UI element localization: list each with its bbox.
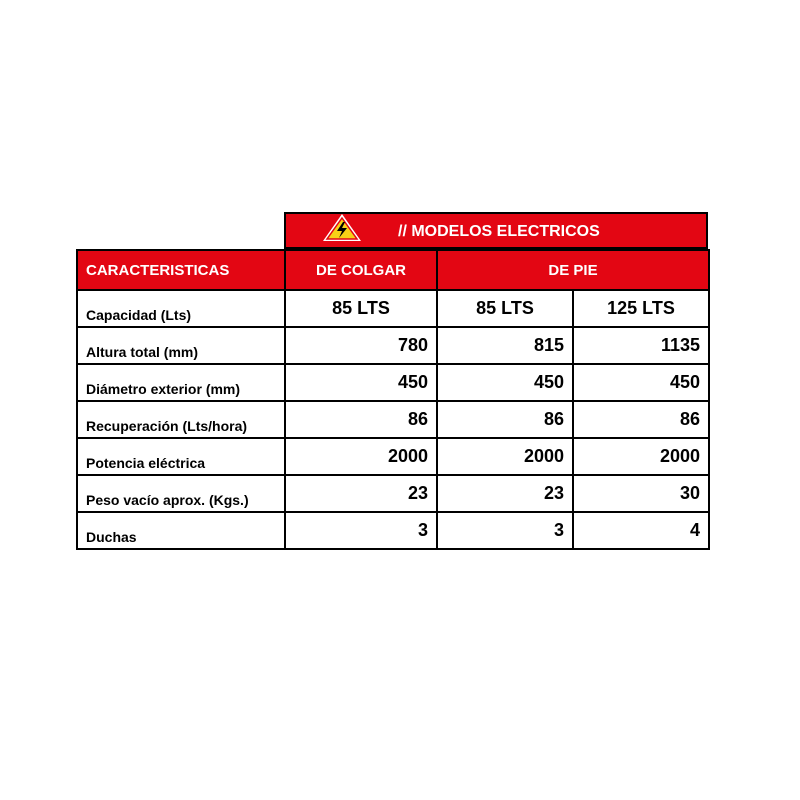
cell-value: 30 bbox=[573, 475, 709, 512]
row-label: Recuperación (Lts/hora) bbox=[77, 401, 285, 438]
models-banner bbox=[284, 212, 708, 249]
cell-value: 815 bbox=[437, 327, 573, 364]
table-row bbox=[77, 364, 709, 401]
row-label: Duchas bbox=[77, 512, 285, 549]
cell-value: 3 bbox=[437, 512, 573, 549]
cell-value: 86 bbox=[437, 401, 573, 438]
cell-value: 4 bbox=[573, 512, 709, 549]
cell-value: 2000 bbox=[285, 438, 437, 475]
cell-value: 85 LTS bbox=[285, 290, 437, 327]
cell-value: 450 bbox=[437, 364, 573, 401]
row-label: Capacidad (Lts) bbox=[77, 290, 285, 327]
table-row bbox=[77, 512, 709, 549]
cell-value: 2000 bbox=[437, 438, 573, 475]
cell-value: 780 bbox=[285, 327, 437, 364]
table-row bbox=[77, 438, 709, 475]
cell-value: 1135 bbox=[573, 327, 709, 364]
table-row bbox=[77, 290, 709, 327]
table-row bbox=[77, 327, 709, 364]
cell-value: 450 bbox=[573, 364, 709, 401]
header-standing: DE PIE bbox=[437, 250, 709, 290]
cell-value: 450 bbox=[285, 364, 437, 401]
cell-value: 85 LTS bbox=[437, 290, 573, 327]
table-row bbox=[77, 401, 709, 438]
cell-value: 3 bbox=[285, 512, 437, 549]
high-voltage-warning-icon bbox=[320, 212, 364, 243]
banner-title: // MODELOS ELECTRICOS bbox=[398, 223, 600, 240]
cell-value: 23 bbox=[285, 475, 437, 512]
cell-value: 2000 bbox=[573, 438, 709, 475]
row-label: Peso vacío aprox. (Kgs.) bbox=[77, 475, 285, 512]
header-characteristics: CARACTERISTICAS bbox=[77, 250, 285, 290]
row-label: Potencia eléctrica bbox=[77, 438, 285, 475]
cell-value: 86 bbox=[285, 401, 437, 438]
cell-value: 23 bbox=[437, 475, 573, 512]
header-wall-mounted: DE COLGAR bbox=[285, 250, 437, 290]
table-header-row bbox=[77, 250, 709, 290]
row-label: Altura total (mm) bbox=[77, 327, 285, 364]
specifications-table bbox=[76, 249, 710, 550]
cell-value: 125 LTS bbox=[573, 290, 709, 327]
row-label: Diámetro exterior (mm) bbox=[77, 364, 285, 401]
cell-value: 86 bbox=[573, 401, 709, 438]
table-row bbox=[77, 475, 709, 512]
